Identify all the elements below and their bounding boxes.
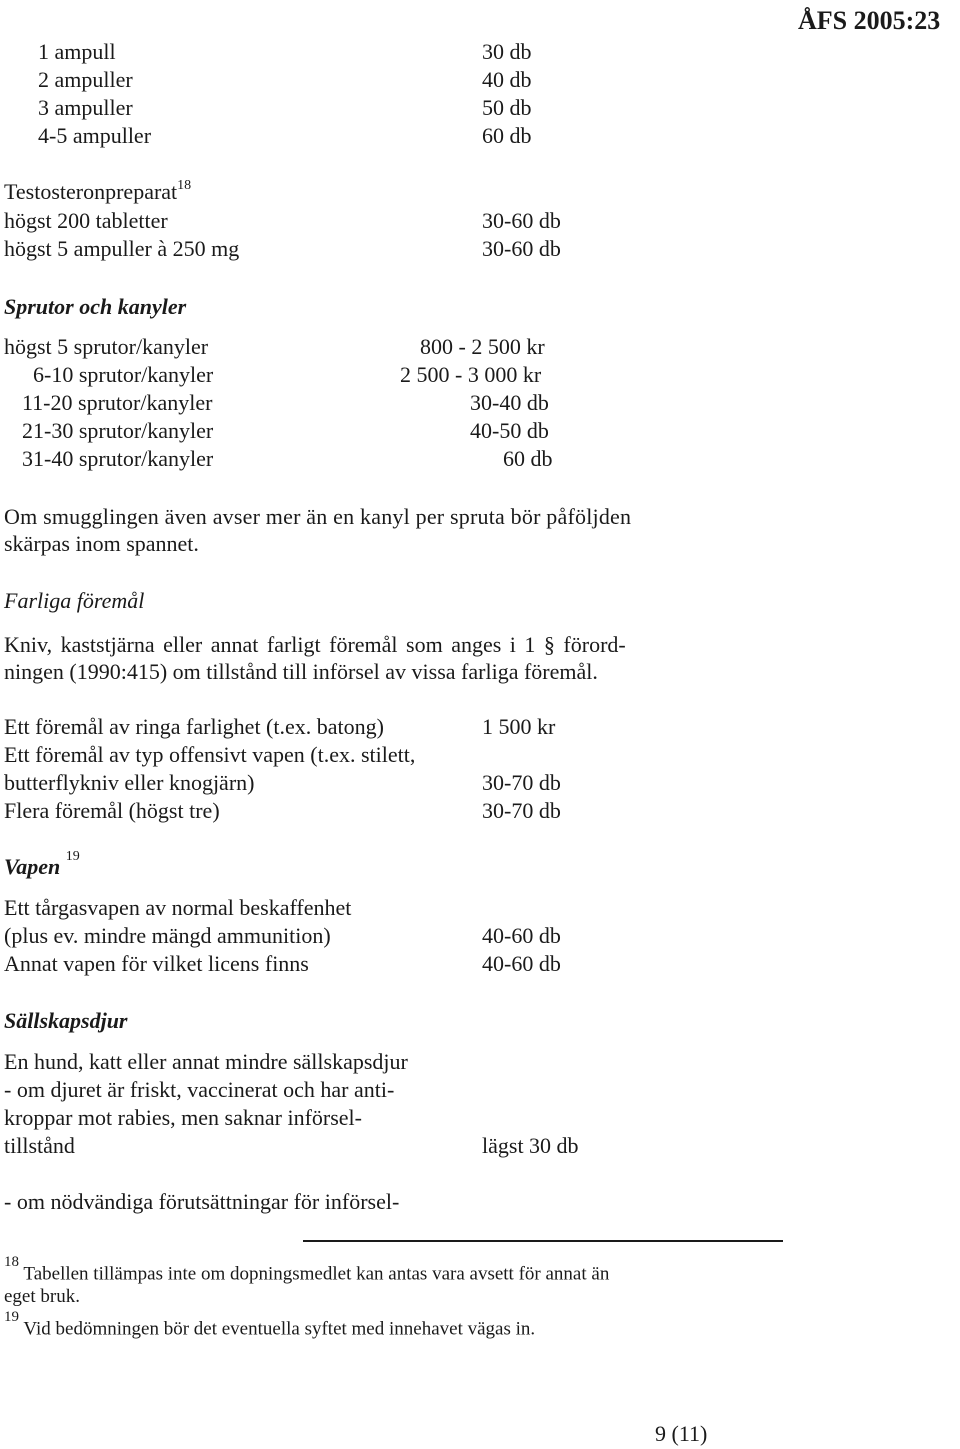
list-item-label: (plus ev. mindre mängd ammunition) — [4, 923, 331, 948]
footnote-number: 18 — [4, 1254, 19, 1270]
paragraph-text: Kniv, kaststjärna eller annat farligt föremål som anges i 1 § förord- — [4, 632, 626, 657]
list-item-value: 30-70 db — [482, 798, 561, 823]
list-item-value: 30-60 db — [482, 236, 561, 261]
list-item-value: 60 db — [503, 446, 553, 471]
list-item-value: 30-40 db — [470, 390, 549, 415]
footnote — [4, 1311, 535, 1341]
list-item-label: 21-30 sprutor/kanyler — [22, 418, 214, 443]
paragraph-text: - om nödvändiga förutsättningar för införsel- — [4, 1189, 400, 1214]
list-item-label: 6-10 sprutor/kanyler — [33, 362, 214, 387]
list-item-label: högst 5 sprutor/kanyler — [4, 334, 209, 359]
footnote-divider — [303, 1240, 783, 1242]
footnote-number: 19 — [4, 1309, 19, 1325]
footnote-text: Vid bedömningen bör det eventuella syftet med innehavet vägas in. — [23, 1318, 536, 1340]
list-item-value: 30-60 db — [482, 208, 561, 233]
list-item-label: Annat vapen för vilket licens finns — [4, 951, 309, 976]
list-item-label: Ett tårgasvapen av normal beskaffenhet — [4, 895, 352, 920]
list-item-label: 2 ampuller — [38, 67, 133, 92]
section-heading: Farliga föremål — [4, 588, 145, 613]
paragraph-text: ningen (1990:415) om tillstånd till införsel av vissa farliga föremål. — [4, 659, 598, 684]
testosteron-title: Testosteronpreparat — [4, 179, 178, 204]
footnote — [4, 1256, 609, 1286]
list-item-value: 50 db — [482, 95, 532, 120]
vapen-heading: Vapen — [4, 854, 61, 879]
list-item-label: högst 5 ampuller à 250 mg — [4, 236, 240, 261]
list-item-value: lägst 30 db — [482, 1133, 579, 1158]
section-heading — [4, 848, 80, 881]
footnote-ref: 19 — [65, 848, 80, 864]
paragraph-text: kroppar mot rabies, men saknar införsel- — [4, 1105, 362, 1130]
list-item-value: 2 500 - 3 000 kr — [400, 362, 542, 387]
list-item-value: 800 - 2 500 kr — [420, 334, 545, 359]
list-item-label: Ett föremål av typ offensivt vapen (t.ex. stilett, — [4, 742, 416, 767]
footnote-ref: 18 — [177, 177, 192, 193]
list-item-label: Flera föremål (högst tre) — [4, 798, 220, 823]
list-item-value: 1 500 kr — [482, 714, 556, 739]
section-heading: Sprutor och kanyler — [4, 294, 187, 319]
list-item-label: 1 ampull — [38, 39, 116, 64]
footnote-text: eget bruk. — [4, 1286, 80, 1307]
list-item-value: 30-70 db — [482, 770, 561, 795]
list-item-label: 3 ampuller — [38, 95, 133, 120]
list-item-value: 30 db — [482, 39, 532, 64]
list-item-label: Ett föremål av ringa farlighet (t.ex. batong) — [4, 714, 384, 739]
list-item-label: butterflykniv eller knogjärn) — [4, 770, 255, 795]
page-number: 9 (11) — [655, 1421, 708, 1446]
footnote-text: Tabellen tillämpas inte om dopningsmedlet kan antas vara avsett för annat än — [23, 1263, 610, 1285]
note-text: skärpas inom spannet. — [4, 531, 199, 556]
paragraph-text: - om djuret är friskt, vaccinerat och har anti- — [4, 1077, 395, 1102]
section-title — [4, 178, 191, 206]
list-item-label: högst 200 tabletter — [4, 208, 168, 233]
document-id: ÅFS 2005:23 — [798, 6, 941, 35]
list-item-value: 40 db — [482, 67, 532, 92]
list-item-value: 40-60 db — [482, 923, 561, 948]
list-item-value: 60 db — [482, 123, 532, 148]
section-heading: Sällskapsdjur — [4, 1008, 128, 1033]
note-text: Om smugglingen även avser mer än en kanyl per spruta bör påföljden — [4, 504, 632, 529]
list-item-label: 11-20 sprutor/kanyler — [22, 390, 213, 415]
list-item-label: 4-5 ampuller — [38, 123, 152, 148]
list-item-value: 40-60 db — [482, 951, 561, 976]
paragraph-text: tillstånd — [4, 1133, 75, 1158]
paragraph-text: En hund, katt eller annat mindre sällskapsdjur — [4, 1049, 408, 1074]
list-item-label: 31-40 sprutor/kanyler — [22, 446, 214, 471]
list-item-value: 40-50 db — [470, 418, 549, 443]
